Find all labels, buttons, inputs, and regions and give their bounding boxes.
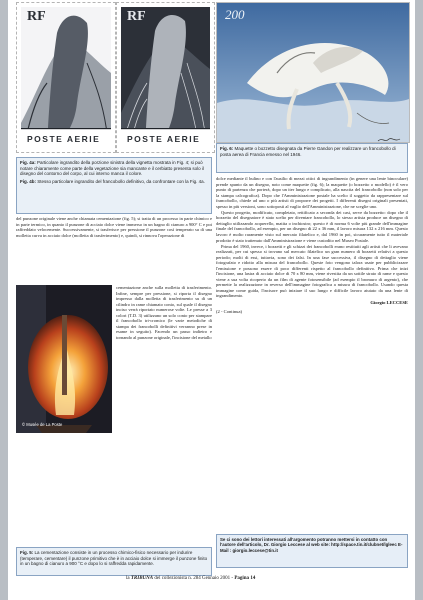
left-column-top-text [16, 216, 212, 239]
body-paragraph: Prima del 1960, invece, i bozzetti e gli schizzi dei francobolli erano restituiti agli artisti che li avevano realizzati, per cui spesso si trovano sul mercato filatelico un gran numero di bozzetti relativi a questo periodo; molti di essi, tuttavia, sono dei falsi. In una fase successiva, il disegno di dettaglio viene fotografato e ridotto alla misura del francobollo. Queste foto vengono talora usate per pubblicizzare l'emissione e possono essere di poco differenti rispetto al francobollo definitivo. Prima che inizi l'incisione, una lastra di acciaio dolce di 70 x 80 mm, viene rivestita da un sottile strato di rame e questo viene a sua volta ricoperto da un film di agente fotosensibile (ad esempio il bromuro di argento), che permette la realizzazione in reverso dell'immagine fotografica a misura di francobollo. Usando questa immagine come guida, l'incisore può iniziare il suo lungo e difficile lavoro aiutato da una lente di ingrandimento. [216, 243, 408, 299]
stamp-country-text: RF [127, 9, 146, 24]
contact-box [216, 534, 408, 568]
fig6-label: Fig. 6: [220, 146, 234, 151]
right-column-text [216, 176, 408, 315]
stamp-partial-illustration [17, 3, 115, 152]
continua-note: (2 - Continua) [216, 309, 243, 315]
body-paragraph: cementazione anche sulla molletta di trasferimento. Infine, sempre per pressione, si riporta il disegno impresso dalla molletta di trasferimento su di un cilindro in rame chiamato conio, sul quale il disegno inciso verrà riportato numerose volte. Le presse a 3 colori (T.D. 3) utilizzano un solo conio per stampare il francobollo tri-cromico (le varie metodiche di stampa dei francobolli definitivi verranno prese in esame in seguito). Facendo un passo indietro e tornando al punzone originale, l'incisione del metallo [116, 285, 212, 340]
page-footer [126, 576, 255, 581]
fig4a-text: Particolare ingrandito della porzione sinistra della vignetta mostrata in Fig. 4; si può notare chiaramente come parte della vegetazione sia mancante e il cerbiatto presenta solo il disegno del contorno del corpo, al cui interno manca il colore. [20, 160, 204, 176]
stamp-definitive-illustration [117, 3, 214, 152]
stamp-caption-text: POSTE AERIE [27, 134, 101, 144]
left-column-side-text [116, 285, 212, 341]
footer-issue-info: del collezionista n. 284 Gennaio 2001 - [154, 576, 234, 581]
stamp-partial-print [16, 2, 116, 153]
artist-signature-mark [377, 130, 401, 136]
magazine-name: TRIBUNA [130, 576, 154, 581]
email-label: E-Mail : [220, 542, 403, 553]
fig4-caption-box [16, 157, 212, 214]
fig4a-label: Fig. 4a: [20, 160, 36, 165]
cementation-photo [16, 285, 112, 433]
fig4b-label: Fig. 4b: [20, 178, 36, 184]
flame-illustration [16, 285, 112, 433]
stamp-caption-text: POSTE AERIE [127, 134, 201, 144]
body-paragraph: Questo progetto, modificato, completato, rettificato a seconda dei casi, serve da bozzetto: dopo che il bozzetto del disegnatore è stato scelto per diventare francobollo, lo stesso artista produce un disegno di dettaglio utilizzando acquerello, matita o inchiostro; questo è di norma 6 volte più grande dell'immagine finale del francobollo, ad esempio, per un disegno di 22 x 36 mm, il lavoro misura 132 x 216 mm. Questo lavoro è molto raramente visto sul mercato filatelico e, dal 1960 in poi, sicuramente tutto il materiale prodotto è stato trattenuto dall'Amministrazione e viene custodito nel Museo Postale. [216, 209, 408, 243]
maquette-value-text: 200 [225, 7, 245, 22]
maquette-image [216, 2, 410, 143]
author-website-link[interactable]: http://space.tin.it/clubnet/lgleec [331, 542, 397, 548]
author-signature: Giorgio LECCESE [370, 299, 408, 305]
fig5-caption-box [16, 547, 212, 576]
footer-page-label: Pagina [234, 576, 250, 581]
body-paragraph: del punzone originale viene anche chiamata cementazione (fig. 5); si tratta di un processo in parte chimico e in parte termico, in quanto il punzone di acciaio dolce viene immerso in un bagno di cianuro a 900° C e poi raffreddato velocemente. Successivamente, si trasferisce per pressione il punzone così temperato su di una molletta curva in acciaio dolce (molletta di trasferimento) e, quindi, si rinnova l'operazione di [16, 216, 212, 238]
fig4b-text: Stesso particolare ingrandito del francobollo definitivo, da confrontare con la Fig. 4a. [37, 178, 205, 184]
author-email-link[interactable]: giorgio.leccese@tin.it [232, 547, 278, 553]
fig6-caption-box [216, 143, 408, 173]
stamp-definitive [116, 2, 215, 153]
footer-page-number: 14 [250, 576, 256, 581]
photo-credit: © Musée de La Poste [22, 422, 63, 427]
maquette-illustration [217, 3, 409, 142]
fig6-text: Maquette o bozzetto disegnata da Pierre Gandon per realizzare un francobollo di posta aerea di Francia emesso nel 1946. [220, 146, 396, 157]
stamp-country-text: RF [27, 9, 46, 24]
footer-prefix: la [126, 576, 130, 581]
magazine-page [8, 0, 415, 600]
fig5-text: La cementazione consiste in un processo chimico-fisico necessario per indurire (temperare, cementare) il punzone primitivo che è in acciaio dolce si immerge il punzone finito in un bagno di cianuro a 900 °C e dopo lo si raffredda rapidamente. [20, 550, 208, 566]
contact-text: Se ci sono dei lettori interessati all'argomento potranno mettersi in contatto con l'autore dell'articolo, Dr. Giorgio Leccese al web site: [220, 537, 388, 548]
fig5-label: Fig. 5: [20, 550, 34, 555]
body-paragraph: dolce mediante il bulino e con l'ausilio di mezzi ottici di ingrandimento (in genere una lente binoculare) prende spunto da un disegno, noto come maquette (fig. 6); la maquette (o bozzetto o modello) è il vero punto di partenza che porterà, dopo un iter lungo e complicato, alla nascita del francobollo (non solo per la stampa calcografica). Dopo che l'Amministrazione postale ha scelto il soggetto da rappresentare sul francobollo, chiede ad uno o più artisti di proporre dei progetti. I differenti disegni originali presentati, spesso in più versioni, sono sottoposti al vaglio dell'Amministrazione, che ne sceglie uno. [216, 176, 408, 209]
